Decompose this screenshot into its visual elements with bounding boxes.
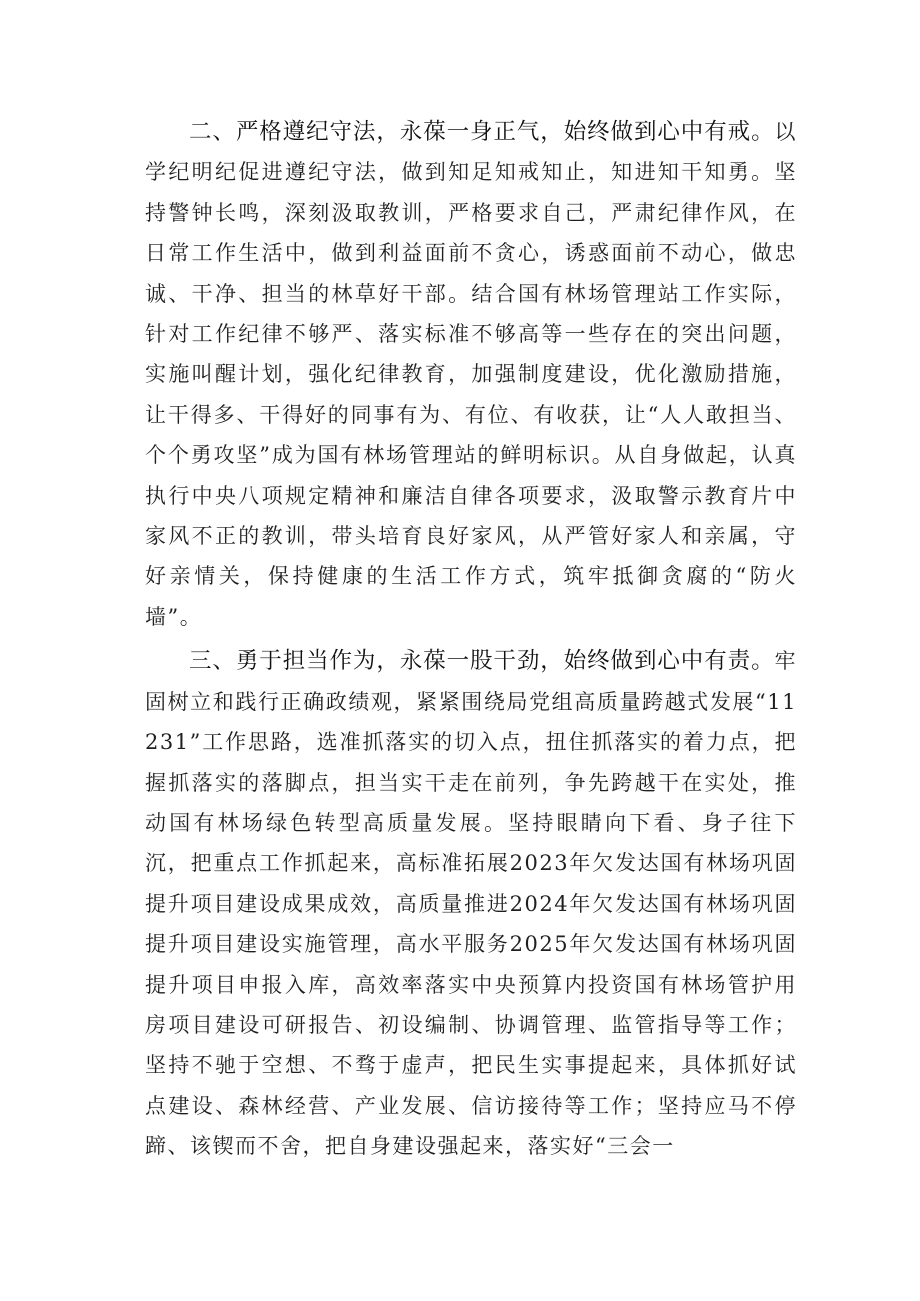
paragraph-body: 以学纪明纪促进遵纪守法，做到知足知戒知止，知进知干知勇。坚持警钟长鸣，深刻汲取教训，严格要求自己，严肃纪律作风，在日常工作生活中，做到利益面前不贪心，诱惑面前不动心，做忠诚、干净、担当的林草好干部。结合国有林场管理站工作实际，针对工作纪律不够严、落实标准不够高等一些存在的突出问题，实施叫醒计划，强化纪律教育，加强制度建设，优化激励措施，让干得多、干得好的同事有为、有位、有收获，让“人人敢担当、个个勇攻坚”成为国有林场管理站的鲜明标识。从自身做起，认真执行中央八项规定精神和廉洁自律各项要求，汲取警示教育片中家风不正的教训，带头培育良好家风，从严管好家人和亲属，守好亲情关，保持健康的生活工作方式，筑牢抵御贪腐的“防火墙”。: [145, 120, 797, 629]
paragraph-heading: 二、严格遵纪守法，永葆一身正气，始终做到心中有戒。: [189, 119, 775, 145]
document-page: [145, 112, 797, 1167]
paragraph-heading: 三、勇于担当作为，永葆一股干劲，始终做到心中有责。: [189, 648, 775, 675]
paragraph-discipline: [145, 112, 797, 637]
paragraph-body: 牢固树立和践行正确政绩观，紧紧围绕局党组高质量跨越式发展“11231”工作思路，选准抓落实的切入点，扭住抓落实的着力点，把握抓落实的落脚点，担当实干走在前列，争先跨越干在实处，推动国有林场绿色转型高质量发展。坚持眼睛向下看、身子往下沉，把重点工作抓起来，高标准拓展2023年欠发达国有林场巩固提升项目建设成果成效，高质量推进2024年欠发达国有林场巩固提升项目建设实施管理，高水平服务2025年欠发达国有林场巩固提升项目申报入库，高效率落实中央预算内投资国有林场管护用房项目建设可研报告、初设编制、协调管理、监管指导等工作；坚持不驰于空想、不骛于虚声，把民生实事提起来，具体抓好试点建设、森林经营、产业发展、信访接待等工作；坚持应马不停蹄、该锲而不舍，把自身建设强起来，落实好“三会一: [145, 649, 797, 1159]
paragraph-responsibility: [145, 641, 797, 1166]
